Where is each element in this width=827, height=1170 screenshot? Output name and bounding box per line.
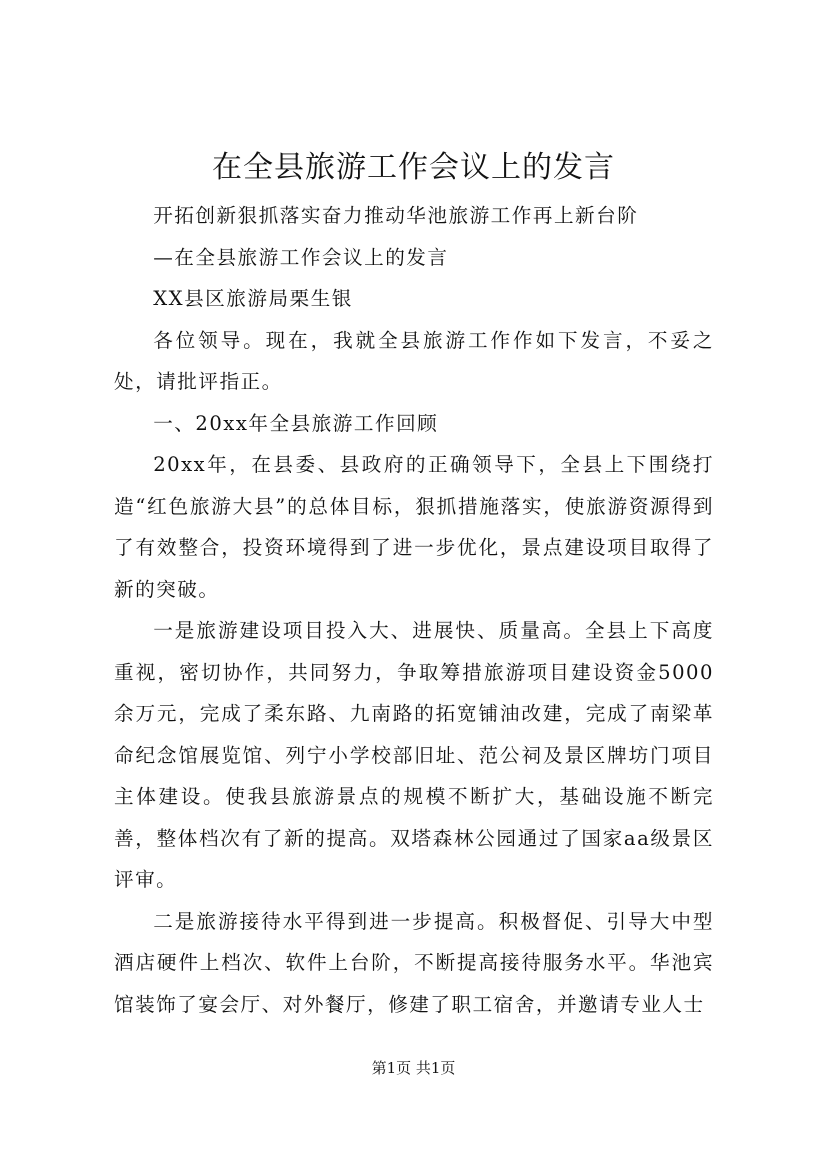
page-footer: 第1页 共1页 — [371, 1059, 456, 1077]
paragraph-point-one: 一是旅游建设项目投入大、进展快、质量高。全县上下高度重视，密切协作，共同努力，争取筹措旅游项目建设资金5000余万元，完成了柔东路、九南路的拓宽铺油改建，完成了南梁革命纪念馆展览馆、列宁小学校部旧址、范公祠及景区牌坊门项目主体建设。使我县旅游景点的规模不断扩大，基础设施不断完善，整体档次有了新的提高。双塔森林公园通过了国家aa级景区评审。 — [114, 619, 714, 891]
subtitle-sub-line: —在全县旅游工作会议上的发言 — [153, 245, 449, 269]
document-title: 在全县旅游工作会议上的发言 — [212, 150, 615, 185]
paragraph-point-two: 二是旅游接待水平得到进一步提高。积极督促、引导大中型酒店硬件上档次、软件上台阶，不断提高接待服务水平。华池宾馆装饰了宴会厅、对外餐厅，修建了职工宿舍，并邀请专业人士 — [114, 909, 714, 1016]
paragraph-overview: 20xx年，在县委、县政府的正确领导下，全县上下围绕打造“红色旅游大县”的总体目标，狠抓措施落实，使旅游资源得到了有效整合，投资环境得到了进一步优化，景点建设项目取得了新的突破。 — [114, 453, 714, 601]
section-heading: 一、20xx年全县旅游工作回顾 — [153, 411, 439, 435]
author-line: XX县区旅游局栗生银 — [153, 287, 353, 310]
paragraph-greeting: 各位领导。现在，我就全县旅游工作作如下发言，不妥之处，请批评指正。 — [114, 328, 714, 393]
document-body — [114, 195, 714, 1025]
subtitle-line: 开拓创新狠抓落实奋力推动华池旅游工作再上新台阶 — [153, 204, 639, 227]
